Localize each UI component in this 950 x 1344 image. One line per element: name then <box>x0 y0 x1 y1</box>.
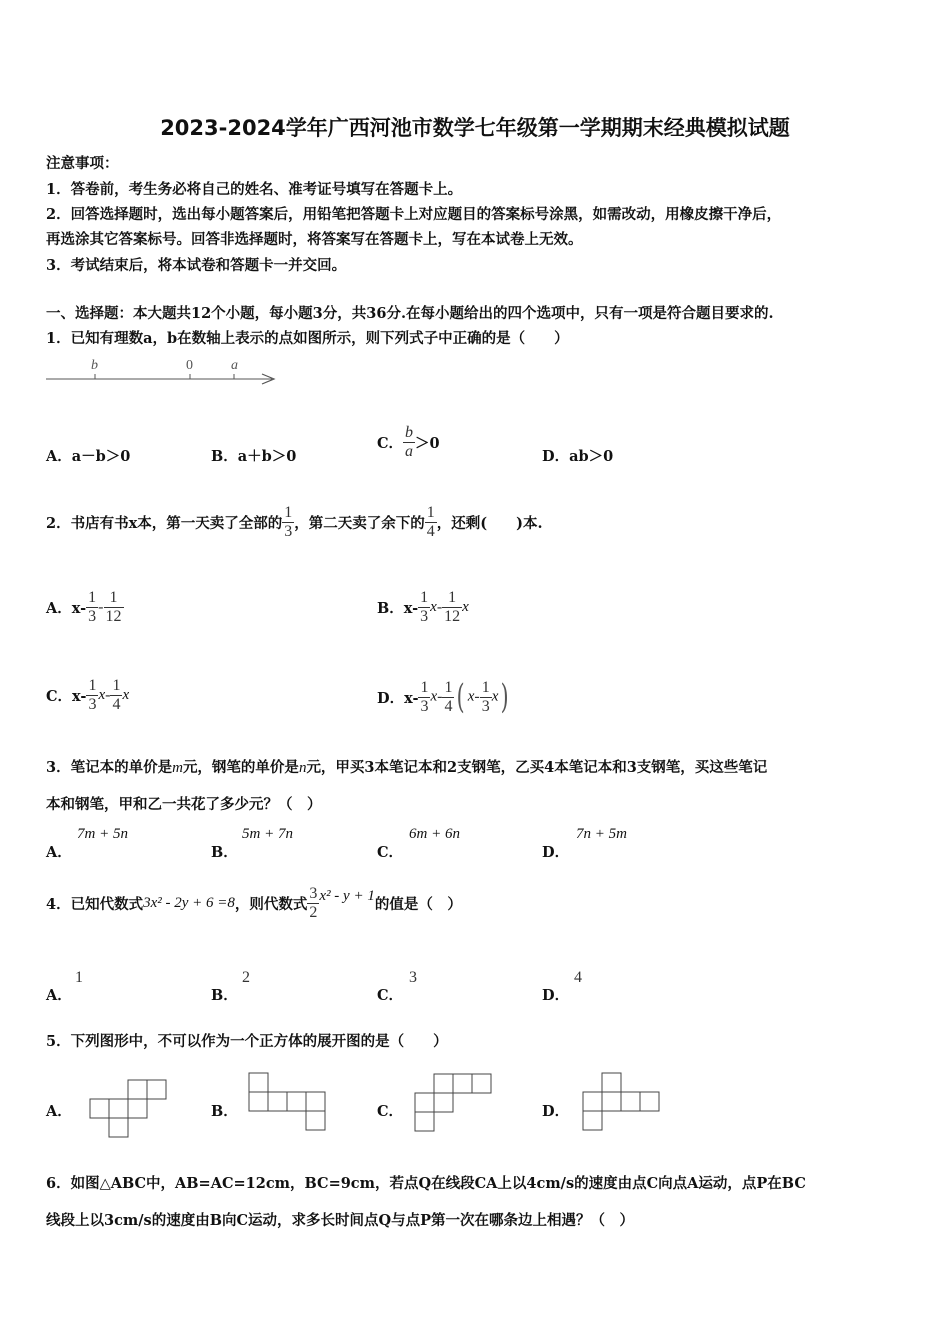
notice-item-2: 2．回答选择题时，选出每小题答案后，用铅笔把答题卡上对应题目的答案标号涂黑，如需改动，用橡皮擦干净后， <box>46 206 782 223</box>
question-4-option-b: 2 <box>242 969 250 986</box>
question-3-option-b-label: B． <box>211 844 238 861</box>
question-5-option-a-label: A． <box>46 1103 72 1120</box>
question-2-stem: 2．书店有书x本，第一天卖了全部的 $\frac{1}{3}$ ，第二天卖了余下的 $\frac{1}{4}$ ，还剩( )本. <box>46 504 543 540</box>
question-5-option-d-label: D． <box>542 1103 570 1120</box>
axis-label-b: b <box>91 358 98 373</box>
axis-label-a: a <box>231 358 238 373</box>
question-2-option-c: C．x- $\frac{1}{3}$ x- $\frac{1}{4}$ x <box>46 677 130 713</box>
number-line-figure <box>44 352 280 386</box>
question-3-option-a: 7m + 5n <box>77 826 128 842</box>
fraction-b-over-a: $\frac{b}{a}$ <box>405 424 414 460</box>
fraction-1-3: $\frac{1}{3}$ <box>284 504 293 540</box>
question-1-option-a: A．a－b＞0 <box>46 448 131 465</box>
question-1-stem: 1．已知有理数a，b在数轴上表示的点如图所示，则下列式子中正确的是（ ） <box>46 330 569 347</box>
question-3-option-d-label: D． <box>542 844 570 861</box>
question-3-option-c: 6m + 6n <box>409 826 460 842</box>
question-1-option-b: B．a＋b＞0 <box>211 448 297 465</box>
question-4-option-a-label: A． <box>46 987 72 1004</box>
notice-heading: 注意事项： <box>46 155 119 172</box>
question-5-option-b-label: B． <box>211 1103 238 1120</box>
question-3-option-a-label: A． <box>46 844 72 861</box>
question-3-stem-line-1: 3．笔记本的单价是m元，钢笔的单价是n元，甲买3本笔记本和2支钢笔，乙买4本笔记本和3支钢笔，买这些笔记 <box>46 759 768 776</box>
question-3-stem-line-2: 本和钢笔，甲和乙一共花了多少元？（ ） <box>46 796 322 813</box>
question-6-stem-line-1: 6．如图△ABC中，AB=AC=12cm，BC=9cm，若点Q在线段CA上以4cm/s的速度由点C向点A运动，点P在BC <box>46 1175 806 1192</box>
notice-item-2-cont: 再选涂其它答案标号。回答非选择题时，将答案写在答题卡上，写在本试卷上无效。 <box>46 231 583 248</box>
page-title: 2023-2024学年广西河池市数学七年级第一学期期末经典模拟试题 <box>160 116 790 140</box>
axis-label-0: 0 <box>186 358 193 373</box>
question-4-stem: 4．已知代数式3x² - 2y + 6 =8，则代数式 $\frac{3}{2}$ x² - y + 1的值是（ ） <box>46 885 462 921</box>
fraction-1-4: $\frac{1}{4}$ <box>426 504 435 540</box>
question-3-option-c-label: C． <box>377 844 404 861</box>
cube-net-a <box>88 1078 170 1142</box>
question-1-option-d: D．ab＞0 <box>542 448 614 465</box>
cube-net-c <box>413 1072 497 1136</box>
cube-net-b <box>247 1071 331 1135</box>
question-4-option-c: 3 <box>409 969 417 986</box>
section-heading: 一、选择题：本大题共12个小题，每小题3分，共36分.在每小题给出的四个选项中，只有一项是符合题目要求的. <box>46 305 774 322</box>
question-2-option-d: D．x- $\frac{1}{3}$ x- $\frac{1}{4}$ ( x- $\frac{1}{3}$ x) <box>377 677 510 717</box>
question-3-option-b: 5m + 7n <box>242 826 293 842</box>
question-4-option-d-label: D． <box>542 987 570 1004</box>
question-1-option-c: C． $\frac{b}{a}$ ＞0 <box>377 424 440 460</box>
question-6-stem-line-2: 线段上以3cm/s的速度由B向C运动，求多长时间点Q与点P第一次在哪条边上相遇？（ ） <box>46 1212 635 1229</box>
question-4-option-c-label: C． <box>377 987 404 1004</box>
question-4-option-b-label: B． <box>211 987 238 1004</box>
question-5-option-c-label: C． <box>377 1103 404 1120</box>
notice-item-3: 3．考试结束后，将本试卷和答题卡一并交回。 <box>46 257 347 274</box>
cube-net-d <box>581 1071 665 1135</box>
question-2-option-a: A．x- $\frac{1}{3}$ - $\frac{1}{12}$ <box>46 589 122 625</box>
question-4-option-d: 4 <box>574 969 582 986</box>
notice-item-1: 1．答卷前，考生务必将自己的姓名、准考证号填写在答题卡上。 <box>46 181 463 198</box>
question-4-option-a: 1 <box>75 969 83 986</box>
question-3-option-d: 7n + 5m <box>576 826 627 842</box>
question-5-stem: 5．下列图形中，不可以作为一个正方体的展开图的是（ ） <box>46 1033 448 1050</box>
question-2-option-b: B．x- $\frac{1}{3}$ x- $\frac{1}{12}$ x <box>377 589 469 625</box>
